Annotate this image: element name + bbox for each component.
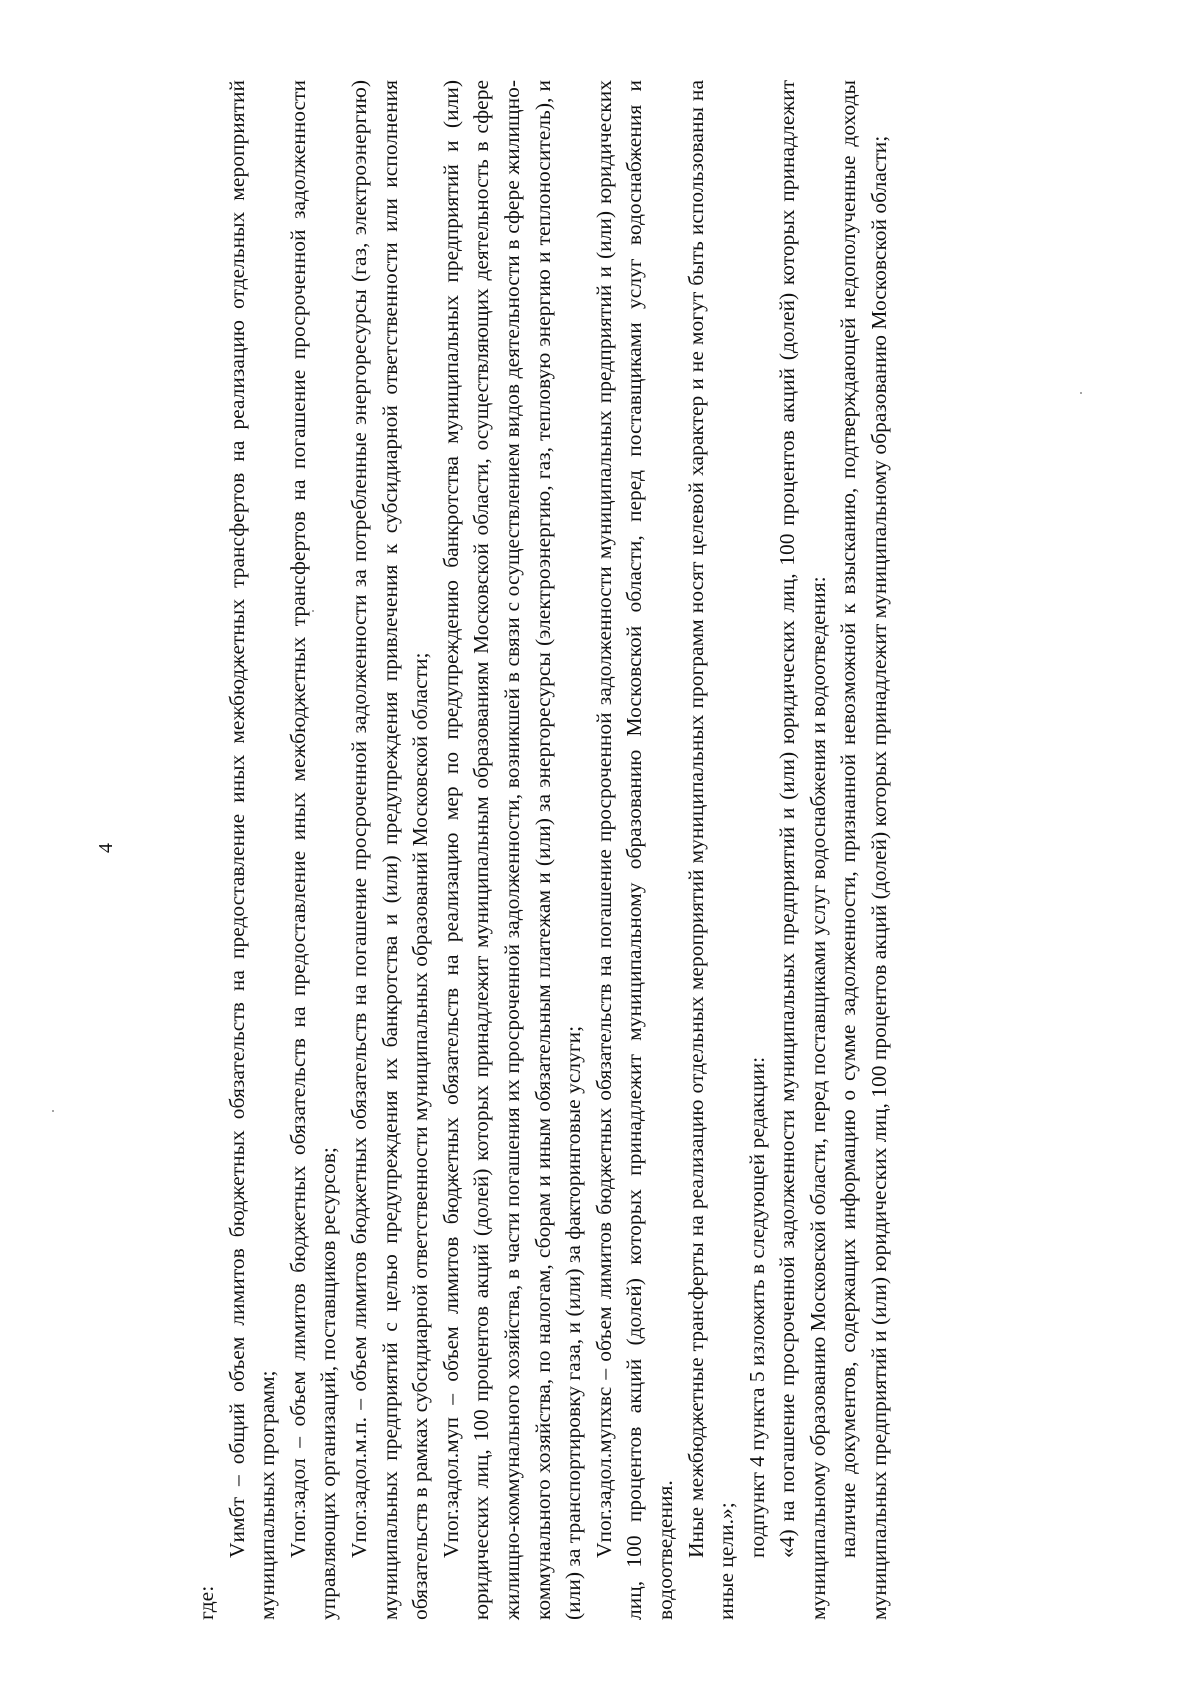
paragraph-vpog-zadol: Vпог.задол – объем лимитов бюджетных обязательств на предоставление иных межбюджетных трансфертов на погашение просроченной задолженности управляющих организаций, поставщиков ресурсов; [285, 80, 341, 1620]
rotated-content [95, 58, 1105, 1638]
paragraph-vimbt: Vимбт – общий объем лимитов бюджетных обязательств на предоставление иных межбюджетных трансфертов на реализацию отдельных мероприятий муниципальных программ; [224, 80, 280, 1620]
paragraph-vpog-zadol-mupkhvs: Vпог.задол.мупхвс – объем лимитов бюджетных обязательств на погашение просроченной задолженности муниципальных предприятий и (или) юридических лиц, 100 процентов акций (долей) которых принадлежит муниципальному образованию Московской области, перед поставщиками услуг водоснабжения и водоотведения. [591, 80, 677, 1620]
paragraph-vpog-zadol-mup: Vпог.задол.муп – объем лимитов бюджетных обязательств на реализацию мер по предупреждению банкротства муниципальных предприятий и (или) юридических лиц, 100 процентов акций (долей) которых принадлежит муниципальным образованиям Московской области, осуществляющих деятельность в сфере жилищно-коммунального хозяйства, в части погашения их просроченной задолженности, возникшей в связи с осуществлением видов деятельности в сфере жилищно-коммунального хозяйства, по налогам, сборам и иным обязательным платежам и (или) за энергоресурсы (электроэнергию, газ, тепловую энергию и теплоноситель), и (или) за транспортировку газа, и (или) за факторинговые услуги; [438, 80, 586, 1620]
paragraph-documents-requirement: наличие документов, содержащих информацию о сумме задолженности, признанной невозможной к взысканию, подтверждающей недополученные доходы муниципальных предприятий и (или) юридических лиц, 100 процентов акций (долей) которых принадлежит муниципальному образованию Московской области; [836, 80, 892, 1620]
paragraph-where: где: [194, 1585, 218, 1620]
page-number: 4 [95, 843, 117, 853]
paragraph-vpog-zadol-mp: Vпог.задол.м.п. – объем лимитов бюджетных обязательств на погашение просроченной задолженности за потребленные энергоресурсы (газ, электроэнергию) муниципальных предприятий с целью предупреждения их банкротства и (или) предупреждения привлечения к субсидиарной ответственности или исполнения обязательств в рамках субсидиарной ответственности муниципальных образований Московской области; [346, 80, 433, 1620]
paragraph-point-4-text: «4) на погашение просроченной задолженности муниципальных предприятий и (или) юридических лиц, 100 процентов акций (долей) которых принадлежит муниципальному образованию Московской области, перед поставщиками услуг водоснабжения и водоотведения: [775, 80, 830, 1620]
document-body [191, 80, 895, 1620]
scan-speck [52, 1110, 54, 1112]
paragraph-subpoint-4: подпункт 4 пункта 5 изложить в следующей редакции: [744, 1056, 769, 1558]
paragraph-transfers-purpose: Иные межбюджетные трансферты на реализацию отдельных мероприятий муниципальных программ носят целевой характер и не могут быть использованы на иные цели.»; [683, 80, 739, 1620]
